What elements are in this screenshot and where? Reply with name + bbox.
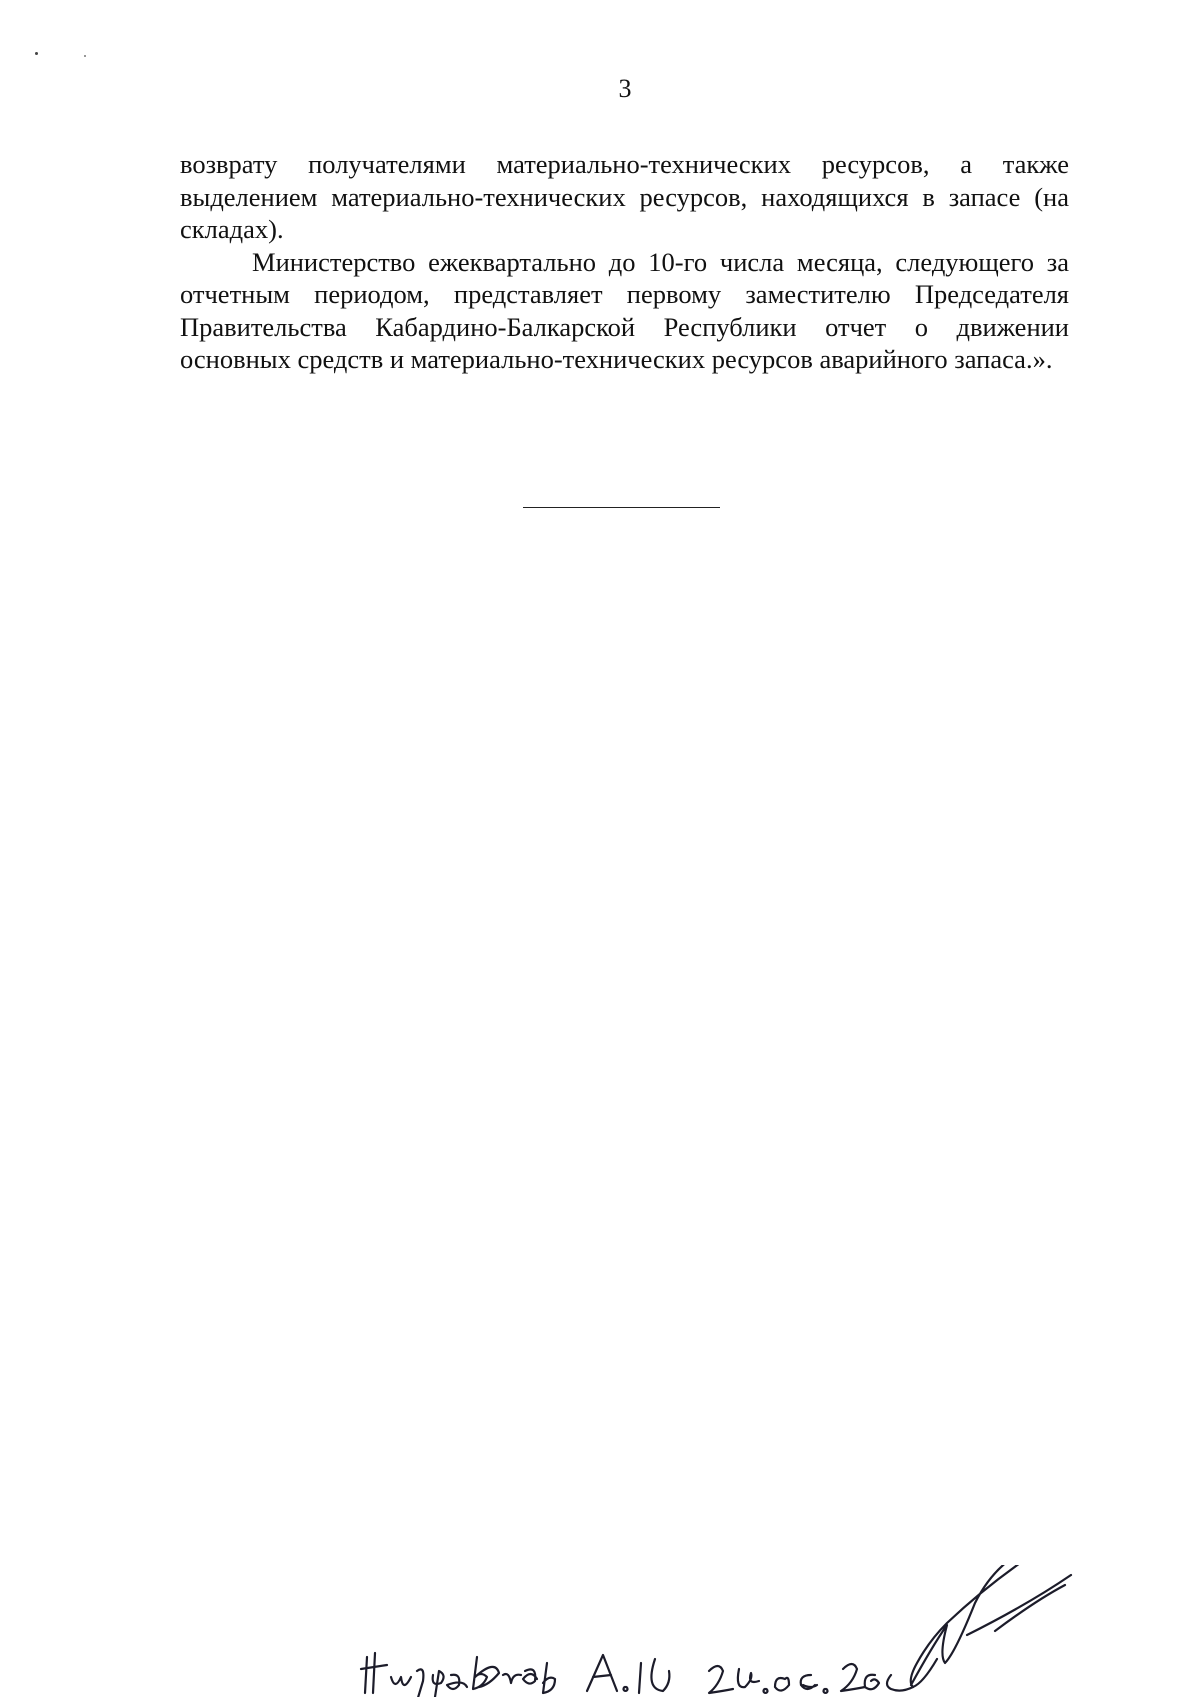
paragraph-ministry-report: Министерство ежеквартально до 10-го числа месяца, следующего за отчетным периодом, представляет первому заместителю Председателя Правительства Кабардино-Балкарской Республики отчет о движении основных средств и материально-технических ресурсов аварийного запаса.». bbox=[180, 246, 1069, 374]
page-number: 3 bbox=[618, 74, 632, 103]
scan-speck bbox=[35, 52, 38, 55]
paragraph-continuation: возврату получателями материально-технических ресурсов, а также выделением материально-технических ресурсов, находящихся в запасе (на складах). bbox=[180, 149, 1069, 244]
handwritten-signature bbox=[355, 1565, 1075, 1697]
end-of-text-separator bbox=[523, 507, 720, 508]
scan-speck bbox=[84, 55, 86, 57]
document-body bbox=[180, 148, 1069, 376]
